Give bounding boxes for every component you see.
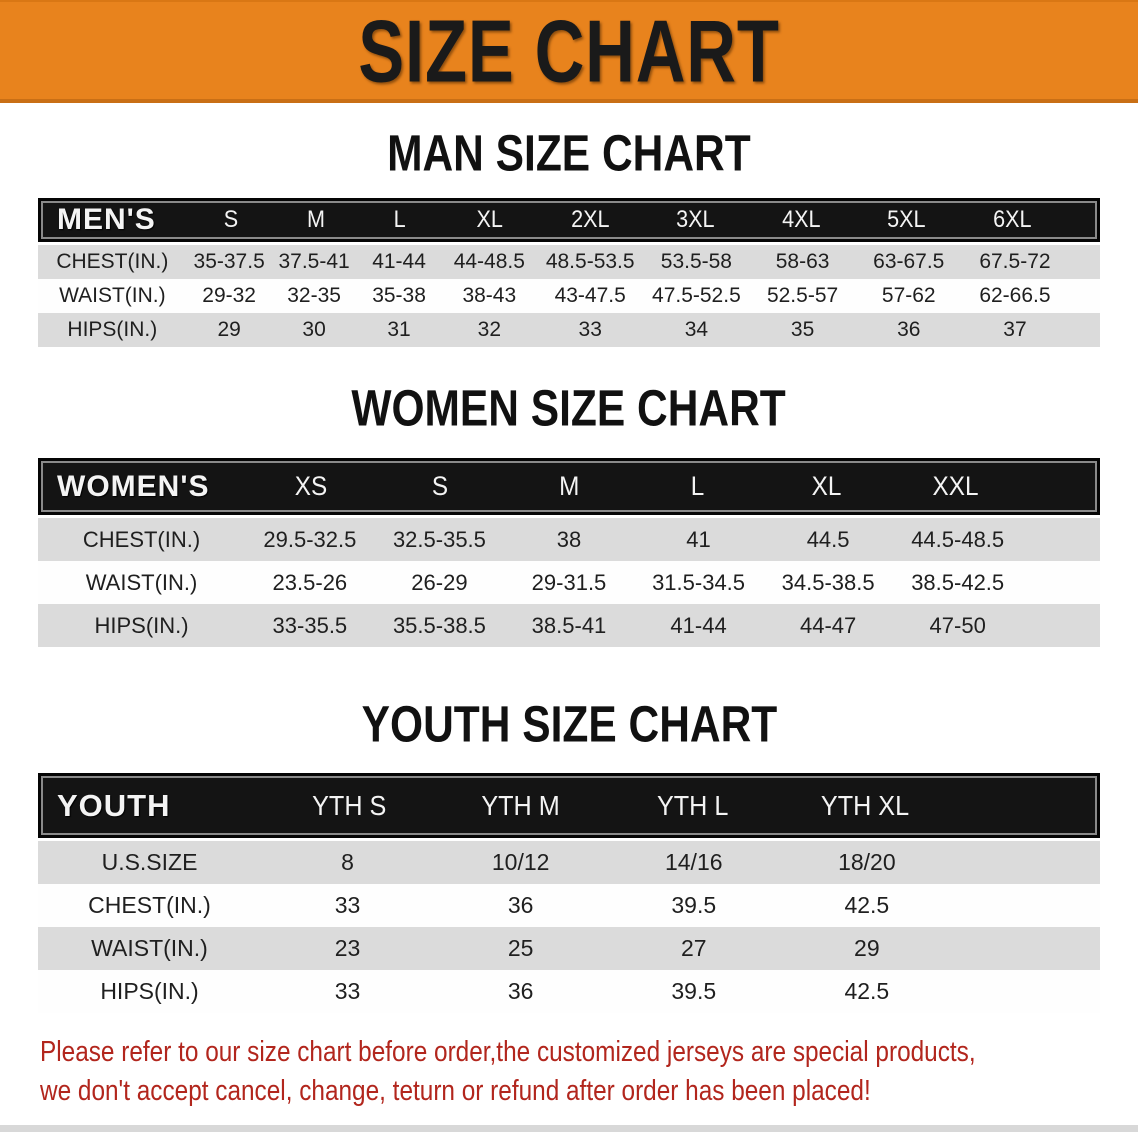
youth-waist-value: 23 bbox=[334, 935, 361, 961]
row-label: WAIST(IN.) bbox=[59, 284, 166, 307]
men-section-title-text: MAN SIZE CHART bbox=[387, 124, 751, 182]
men-size-header-text: 3XL bbox=[676, 206, 715, 233]
men-chest-value: 58-63 bbox=[775, 250, 830, 273]
youth-chest-value: 33 bbox=[334, 892, 361, 918]
men-waist-value: 38-43 bbox=[462, 284, 517, 307]
youth-ussize-value: 8 bbox=[341, 849, 354, 875]
men-size-header bbox=[442, 206, 537, 234]
youth-hips-value: 33 bbox=[334, 978, 361, 1004]
men-size-header bbox=[643, 206, 749, 234]
women-size-header-text: S bbox=[432, 471, 449, 501]
women-chest-value: 29.5-32.5 bbox=[263, 526, 357, 552]
men-waist-value: 43-47.5 bbox=[554, 284, 626, 307]
row-label: WAIST(IN.) bbox=[85, 569, 198, 595]
men-section-title bbox=[0, 124, 1138, 182]
women-size-header bbox=[762, 471, 891, 502]
row-label: CHEST(IN.) bbox=[88, 892, 211, 918]
youth-hips-row bbox=[38, 970, 1100, 1013]
women-section bbox=[0, 379, 1138, 647]
women-section-title-text: WOMEN SIZE CHART bbox=[351, 379, 787, 437]
youth-section-title-text: YOUTH SIZE CHART bbox=[361, 695, 777, 753]
women-hips-value: 44-47 bbox=[799, 612, 857, 638]
men-size-header bbox=[854, 206, 960, 234]
men-size-header-text: L bbox=[393, 206, 407, 233]
men-size-header-text: XL bbox=[476, 206, 503, 233]
youth-ussize-row bbox=[38, 841, 1100, 884]
women-size-header bbox=[376, 471, 505, 502]
men-hips-value: 35 bbox=[790, 318, 815, 341]
men-hips-value: 29 bbox=[217, 318, 241, 341]
women-waist-value: 31.5-34.5 bbox=[652, 569, 746, 595]
youth-size-table bbox=[38, 773, 1100, 1013]
youth-group-label: YOUTH bbox=[57, 787, 171, 823]
women-chest-value: 38 bbox=[556, 526, 582, 552]
youth-ussize-value: 18/20 bbox=[838, 849, 896, 875]
women-size-header-text: L bbox=[691, 471, 705, 501]
youth-chest-row bbox=[38, 884, 1100, 927]
banner-title: SIZE CHART bbox=[358, 1, 780, 100]
youth-waist-value: 29 bbox=[854, 935, 880, 961]
men-size-table bbox=[38, 198, 1100, 347]
women-size-header-text: M bbox=[558, 471, 580, 501]
women-size-header bbox=[633, 471, 762, 502]
women-chest-value: 44.5 bbox=[806, 526, 850, 552]
youth-ussize-value: 10/12 bbox=[491, 849, 550, 875]
men-size-header-text: 4XL bbox=[782, 206, 821, 233]
youth-chest-value: 42.5 bbox=[844, 892, 890, 918]
women-hips-value: 38.5-41 bbox=[531, 612, 607, 638]
women-size-header bbox=[891, 471, 1020, 502]
women-waist-value: 29-31.5 bbox=[531, 569, 607, 595]
men-chest-value: 67.5-72 bbox=[979, 250, 1051, 273]
men-size-header-text: 5XL bbox=[887, 206, 927, 233]
women-hips-value: 33-35.5 bbox=[272, 612, 348, 638]
youth-ussize-value: 14/16 bbox=[664, 849, 723, 875]
row-label: CHEST(IN.) bbox=[82, 526, 201, 552]
men-size-header bbox=[189, 206, 273, 234]
women-group-label: WOMEN'S bbox=[57, 469, 210, 503]
row-label: WAIST(IN.) bbox=[91, 935, 208, 961]
youth-size-header-text: YTH XL bbox=[821, 789, 910, 821]
men-size-header-text: S bbox=[223, 206, 239, 233]
women-chest-value: 41 bbox=[686, 526, 711, 552]
women-hips-value: 47-50 bbox=[929, 612, 986, 638]
men-size-header bbox=[960, 206, 1066, 234]
disclaimer-line-2: we don't accept cancel, change, teturn or refund after order has been placed! bbox=[40, 1075, 871, 1107]
men-hips-row bbox=[38, 313, 1100, 347]
youth-table-header-row bbox=[38, 773, 1100, 838]
men-hips-value: 32 bbox=[477, 318, 501, 341]
women-chest-row bbox=[38, 518, 1100, 561]
men-chest-value: 53.5-58 bbox=[660, 250, 732, 273]
youth-section-title bbox=[0, 695, 1138, 753]
youth-hips-value: 36 bbox=[507, 978, 534, 1004]
youth-waist-value: 25 bbox=[507, 935, 534, 961]
men-hips-value: 31 bbox=[387, 318, 411, 341]
men-group-label: MEN'S bbox=[57, 203, 156, 236]
men-size-header bbox=[358, 206, 442, 234]
women-waist-value: 34.5-38.5 bbox=[781, 569, 875, 595]
men-size-header-text: 6XL bbox=[993, 206, 1032, 233]
row-label: U.S.SIZE bbox=[101, 849, 198, 875]
youth-size-header bbox=[779, 790, 951, 822]
youth-waist-row bbox=[38, 927, 1100, 970]
men-section bbox=[0, 124, 1138, 347]
men-size-header-text: 2XL bbox=[570, 206, 610, 233]
youth-size-header-text: YTH M bbox=[481, 789, 561, 821]
women-size-header bbox=[247, 471, 376, 502]
youth-chest-value: 39.5 bbox=[671, 892, 717, 918]
women-section-title bbox=[0, 379, 1138, 437]
women-size-header bbox=[505, 471, 634, 502]
youth-size-header-text: YTH S bbox=[311, 789, 386, 821]
men-waist-value: 57-62 bbox=[881, 284, 936, 307]
disclaimer bbox=[40, 1033, 1138, 1111]
women-size-header-text: XL bbox=[811, 471, 842, 501]
youth-size-header-text: YTH L bbox=[657, 789, 729, 821]
women-hips-value: 41-44 bbox=[670, 612, 727, 638]
men-waist-value: 52.5-57 bbox=[766, 284, 839, 307]
men-size-header bbox=[537, 206, 643, 234]
men-chest-value: 41-44 bbox=[372, 250, 426, 273]
men-size-header bbox=[748, 206, 854, 234]
youth-hips-value: 42.5 bbox=[844, 978, 890, 1004]
men-hips-value: 36 bbox=[897, 318, 921, 341]
men-waist-value: 62-66.5 bbox=[979, 284, 1051, 307]
women-waist-value: 26-29 bbox=[411, 569, 468, 595]
men-chest-value: 37.5-41 bbox=[278, 250, 350, 273]
youth-waist-value: 27 bbox=[680, 935, 707, 961]
men-chest-value: 48.5-53.5 bbox=[545, 250, 635, 273]
men-waist-value: 29-32 bbox=[202, 284, 256, 307]
youth-size-header bbox=[435, 790, 607, 822]
men-size-header bbox=[273, 206, 357, 234]
men-waist-row bbox=[38, 279, 1100, 313]
women-chest-value: 32.5-35.5 bbox=[392, 526, 486, 552]
men-waist-value: 35-38 bbox=[372, 284, 426, 307]
men-hips-value: 30 bbox=[302, 318, 326, 341]
men-hips-value: 33 bbox=[578, 318, 602, 341]
row-label: HIPS(IN.) bbox=[100, 978, 199, 1004]
men-waist-value: 32-35 bbox=[287, 284, 341, 307]
row-label: CHEST(IN.) bbox=[56, 250, 169, 273]
women-table-header-row bbox=[38, 458, 1100, 515]
disclaimer-line-1: Please refer to our size chart before order,the customized jerseys are special products, bbox=[40, 1036, 976, 1068]
men-size-header-text: M bbox=[306, 206, 325, 233]
men-chest-row bbox=[38, 245, 1100, 279]
youth-hips-value: 39.5 bbox=[671, 978, 717, 1004]
men-chest-value: 35-37.5 bbox=[193, 250, 265, 273]
men-hips-value: 37 bbox=[1003, 318, 1027, 341]
women-chest-value: 44.5-48.5 bbox=[911, 526, 1005, 552]
row-label: HIPS(IN.) bbox=[67, 318, 158, 341]
women-waist-row bbox=[38, 561, 1100, 604]
women-waist-value: 23.5-26 bbox=[272, 569, 348, 595]
men-chest-value: 44-48.5 bbox=[453, 250, 525, 273]
youth-section bbox=[0, 695, 1138, 1013]
bottom-strip bbox=[0, 1125, 1138, 1132]
men-chest-value: 63-67.5 bbox=[873, 250, 945, 273]
women-waist-value: 38.5-42.5 bbox=[911, 569, 1005, 595]
women-size-header-text: XS bbox=[295, 471, 328, 501]
row-label: HIPS(IN.) bbox=[94, 612, 189, 638]
youth-size-header bbox=[607, 790, 779, 822]
women-hips-value: 35.5-38.5 bbox=[392, 612, 486, 638]
men-waist-value: 47.5-52.5 bbox=[652, 284, 741, 307]
women-size-header-text: XXL bbox=[932, 471, 979, 501]
youth-size-header bbox=[263, 790, 435, 822]
women-size-table bbox=[38, 458, 1100, 647]
men-table-header-row bbox=[38, 198, 1100, 242]
youth-chest-value: 36 bbox=[507, 892, 534, 918]
women-hips-row bbox=[38, 604, 1100, 647]
banner bbox=[0, 0, 1138, 103]
men-hips-value: 34 bbox=[684, 318, 709, 341]
